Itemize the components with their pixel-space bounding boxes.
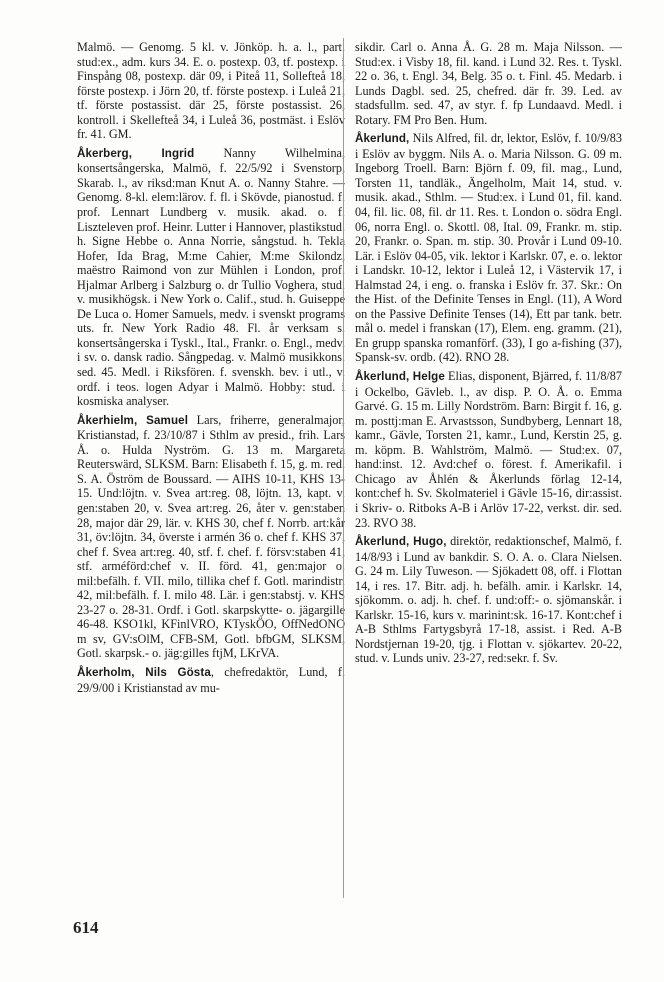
- right-column: [355, 40, 622, 670]
- entry-text: direktör, redaktionschef, Malmö, f. 14/8/93 i Lund av bankdir. S. O. A. o. Clara Nielsen. G. 24 m. Lily Tuweson. — Sjökadett 08, off. i Flottan 14, i res. 17. Bitr. adj. h. befälh. amir. i Karlskr. 14, sjökomm. o. adj. h. chef. f. und:off:- o. sjömanskår. i Karlskr. 15-16, kurs v. marinint:sk. 16-17. Kont:chef i A-B Sthlms Fartygsbyrå 17-18, assist. i Red. A-B Nordstjernan 19-20, tjg. i Flottan v. sjökartev. 20-22, stud. v. Lunds univ. 23-27, red:sekr. f. Sv.: [355, 534, 622, 666]
- entry-name: Åkerlund,: [355, 132, 410, 146]
- left-column: [77, 40, 345, 699]
- entry-text: Elias, disponent, Bjärred, f. 11/8/87 i Ockelbo, Gävleb. l., av disp. P. O. Å. o. Emma Garvé. G. 15 m. Lilly Nordström. Barn: Birgit f. 16, g. m. posttj:man E. Arvastsson, Sundbyberg, Lennart 18, kamr., Gävle, Torsten 21, kamr., Lund, Kerstin 25, g. m. köpm. B. Wahlström, Malmö. — Stud:ex. 07, hand:inst. 12. Avd:chef o. förest. f. Amerikafil. i Chicago av Åhlén & Åkerlunds förlag 12-14, kont:chef h. Sv. Skolmateriel i Gävle 15-16, dir:assist. i Skriv- o. Ritboks A-B i Arlöv 17-22, verkst. dir. sed. 23. RVO 38.: [355, 369, 622, 530]
- entry-continuation-right: [355, 40, 622, 127]
- page-number: 614: [73, 918, 99, 937]
- entry-name: Åkerholm, Nils Gösta: [77, 665, 211, 679]
- entry-text: Malmö. — Genomg. 5 kl. v. Jönköp. h. a. l., part. stud:ex., adm. kurs 34. E. o. postexp. 03, tf. postexp. i Finspång 08, postexp. där 09, i Piteå 11, Sollefteå 18, förste postexp. i Jörn 20, tf. förste postexp. i Luleå 21, tf. förste postassist. där 25, förste postassist. 26, kontroll. i Skellefteå 34, i Luleå 36, postmäst. i Eslöv fr. 41. GM.: [77, 40, 345, 142]
- entry-continuation-left: [77, 40, 345, 142]
- entry-name: Åkerlund, Hugo,: [355, 535, 447, 549]
- entry-text: Nanny Wilhelmina, konsertsångerska, Malmö, f. 22/5/92 i Svenstorp, Skarab. l., av riksd:man Knut A. o. Nanny Stahre. — Genomg. 8-kl. elem:lärov. f. fl. i Skövde, pianostud. f. prof. Lennart Lundberg v. musik. akad. o. f. Liszteleven prof. Heinr. Lutter i Hannover, plastikstud. h. Signe Hebbe o. Anna Norrie, sångstud. h. Tekla Hofer, Ida Brag, M:me Cahier, M:me Skilondz, maëstro Raimond von zur Mühlen i London, prof. Hjalmar Arlberg i Salzburg o. dr Tullio Voghera, stud. v. musikhögsk. i New York o. Calif., stud. h. Guiseppe De Luca o. Homer Samuels, medv. i svenskt programs uts. fr. New York Radio 48. Fl. år verksam s. konsertsångerska i Tyskl., Ital., Frankr. o. Engl., medv. i sv. o. dansk radio. Sångpedag. v. Malmö musikkons. sed. 45. Medl. i Riksfören. f. svenskh. bev. i utl., v. ordf. i teos. logen Adyar i Malmö. Hobby: stud. i kosmiska analyser.: [77, 145, 345, 409]
- entry-text: Lars, friherre, generalmajor, Kristianstad, f. 23/10/87 i Sthlm av presid., frih. Lars Å. o. Hulda Nyström. G. 13 m. Margareta Reuterswärd, SLKSM. Barn: Elisabeth f. 15, g. m. red. S. A. Öström de Boussard. — AIHS 10-11, KHS 13-15. Und:löjtn. v. Svea art:reg. 08, löjtn. 13, kapt. v. gen:staben 20, v. Svea art:reg. 26, åter v. gen:staben 28, major där 29, lär. v. KHS 30, chef f. Norrb. art:kår 31, öv:löjtn. 34, överste i armén 36 o. chef f. KHS 37, chef f. Svea art:reg. 40, stf. f. chef. f. försv:staben 41, stf. arméförd:chef v. II. förd. 41, gen:major o. mil:befälh. f. VII. milo, tillika chef f. Gotl. marindistr. 42, mil:befälh. f. I. milo 48. Lär. i gen:stabstj. v. KHS 23-27 o. 28-31. Ordf. i Gotl. skarpskytte- o. jägargille 46-48. KSO1kl, KFinlVRO, KTyskÖO, OffNedONO m sv, GV:sOlM, CFB-SM, Gotl. bfbGM, SLKSM, Gotl. skarpsk.- o. jäg:gilles ftjM, LKrVA.: [77, 412, 345, 661]
- entry-text: Nils Alfred, fil. dr, lektor, Eslöv, f. 10/9/83 i Eslöv av byggm. Nils A. o. Maria Nilsson. G. 09 m. Ingeborg Troell. Barn: Björn f. 09, fil. mag., Lund, Torsten 11, tandläk., Ängelholm, Mait 14, stud. v. musik. akad., Sthlm. — Stud:ex. i Lund 01, fil. kand. 04, fil. lic. 08, fil. dr 11. Res. t. London o. södra Engl. 06, norra Engl. o. Skottl. 08, Ital. 09, Frankr. m. stip. 20, Frankr. o. Span. m. stip. 30. Provår i Lund 09-10. Lär. i Eslöv 04-05, vik. lektor i Karlskr. 07, e. o. lektor i Landskr. 10-12, lektor i Luleå 12, i Västervik 17, i Halmstad 24, i eng. o. franska i Eslöv fr. 37. Skr.: On the Hist. of the Definite Tenses in Engl. (11), A Word on the Passive Definite Tenses (14), Ett par tank. betr. mål o. medel i franskan (17), Elem. eng. gramm. (21), En grupp spanska romanförf. (33), I go a-fishing (37), Spansk-sv. ordb. (42). RNO 28.: [355, 131, 622, 365]
- entry-akerlund-helge: [355, 369, 622, 530]
- entry-akerlund-nils: [355, 131, 622, 365]
- column-divider: [343, 38, 344, 898]
- entry-text: , chefredaktör, Lund, f. 29/9/00 i Kristianstad av mu-: [77, 664, 345, 695]
- entry-akerholm: [77, 665, 345, 695]
- entry-akerhielm: [77, 413, 345, 661]
- entry-akerlund-hugo: [355, 534, 622, 666]
- entry-name: Åkerlund, Helge: [355, 370, 445, 384]
- entry-name: Åkerhielm, Samuel: [77, 413, 189, 427]
- entry-text: sikdir. Carl o. Anna Å. G. 28 m. Maja Nilsson. — Stud:ex. i Visby 18, fil. kand. i Lund 32. Res. t. Tyskl. 22 o. 36, t. Engl. 34, Belg. 35 o. t. Finl. 45. Medarb. i Lunds Dagbl. sed. 25, chefred. där fr. 39. Led. av stadsfullm. sed. 47, av styr. f. fp Lundaavd. Medl. i Rotary. FM Pro Ben. Hum.: [355, 40, 622, 127]
- entry-akerberg: [77, 146, 345, 409]
- entry-name: Åkerberg, Ingrid: [77, 146, 195, 160]
